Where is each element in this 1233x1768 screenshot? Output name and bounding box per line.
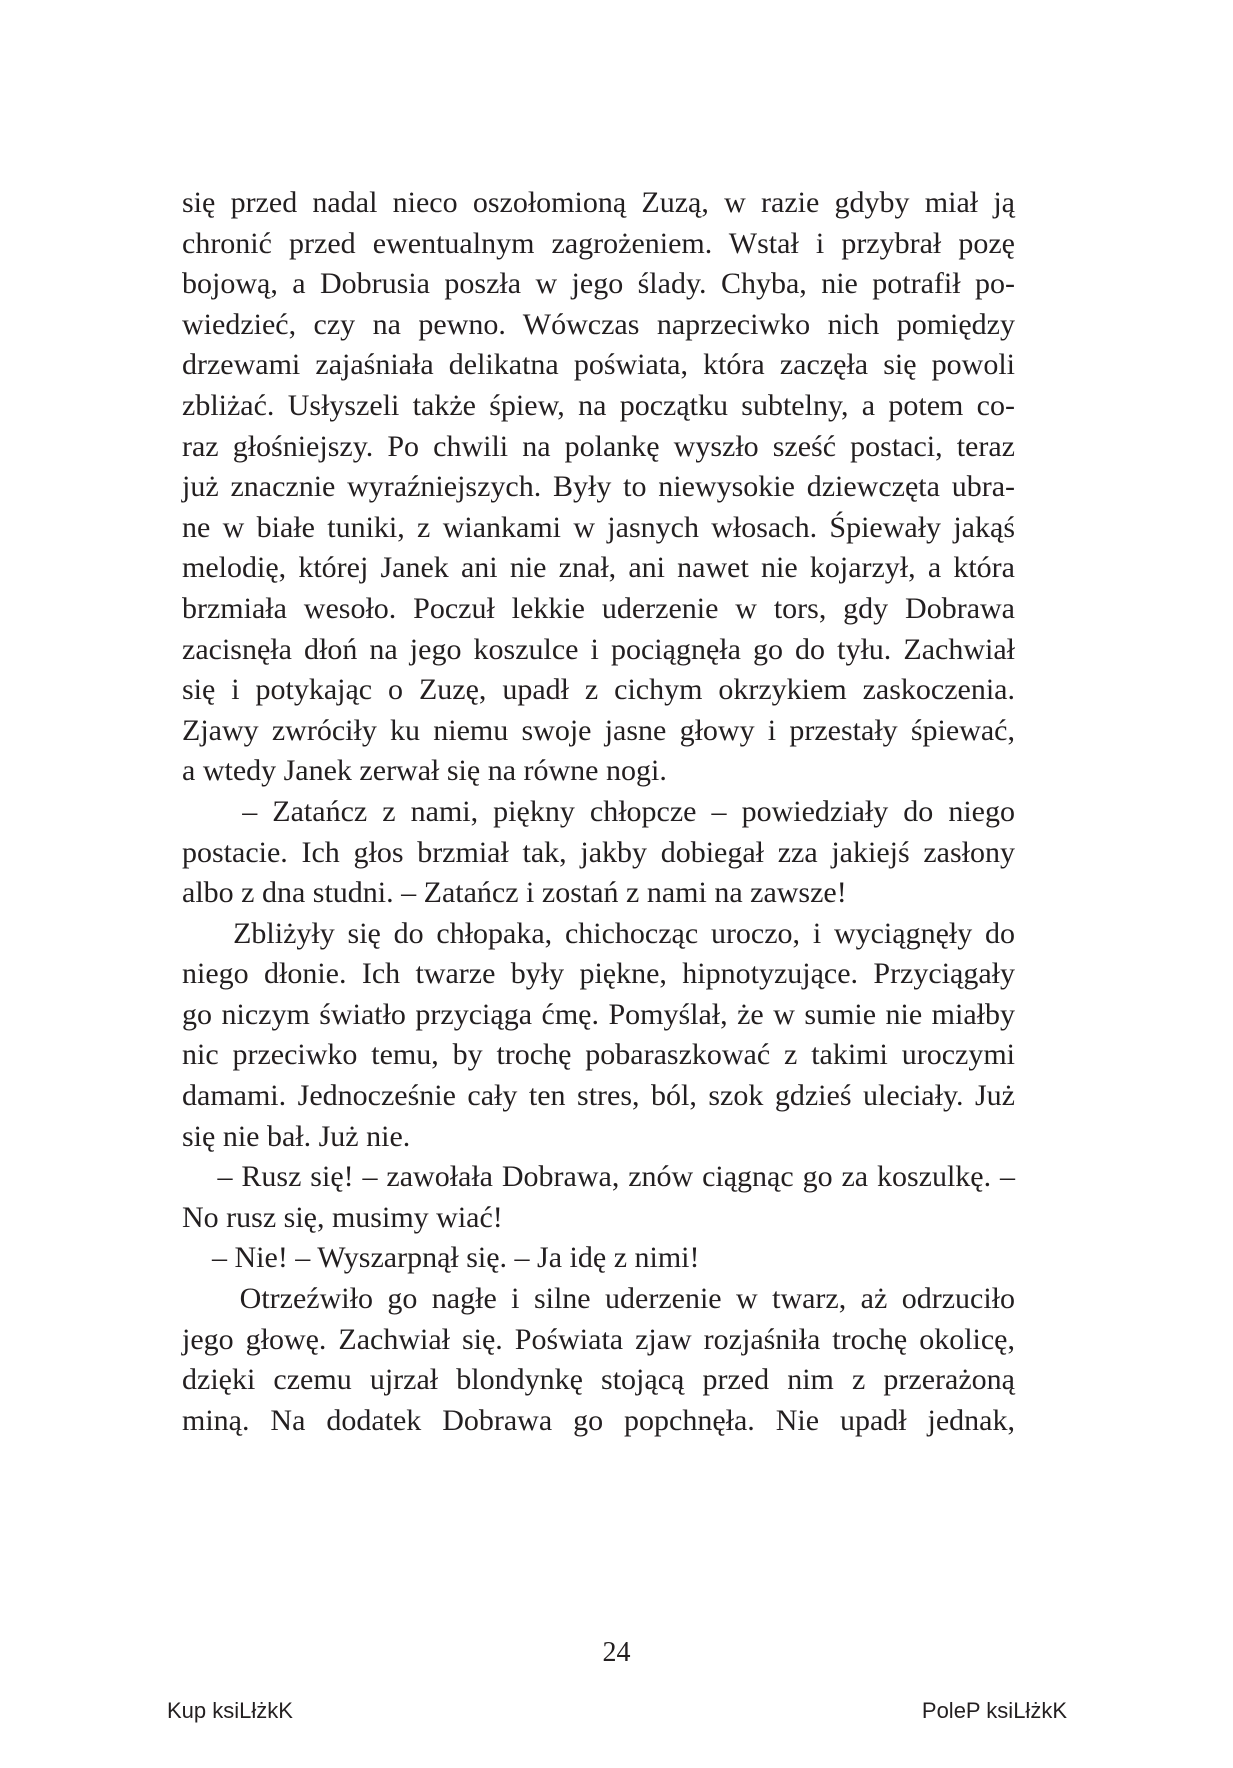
text-line: jego głowę. Zachwiał się. Poświata zjaw rozjaśniła trochę okolicę, <box>182 1322 1015 1356</box>
text-line: Zjawy zwróciły ku niemu swoje jasne głowy i przestały śpiewać, <box>182 713 1015 747</box>
text-line: bojową, a Dobrusia poszła w jego ślady. Chyba, nie potrafił po- <box>182 267 1015 301</box>
body-text <box>182 183 1015 1441</box>
text-line: się przed nadal nieco oszołomioną Zuzą, w razie gdyby miał ją <box>182 186 1015 219</box>
text-line: już znacznie wyraźniejszych. Były to niewysokie dziewczęta ubra- <box>182 470 1015 504</box>
text-line: – Rusz się! – zawołała Dobrawa, znów ciągnąc go za koszulkę. – <box>182 1160 1015 1194</box>
text-line: drzewami zajaśniała delikatna poświata, która zaczęła się powoli <box>182 348 1015 382</box>
text-line: Otrzeźwiło go nagłe i silne uderzenie w twarz, aż odrzuciło <box>182 1282 1015 1316</box>
text-line: – Zatańcz z nami, piękny chłopcze – powiedziały do niego <box>182 794 1015 828</box>
text-line: zbliżać. Usłyszeli także śpiew, na początku subtelny, a potem co- <box>182 388 1015 422</box>
text-line: – Nie! – Wyszarpnął się. – Ja idę z nimi! <box>182 1241 700 1275</box>
text-line: albo z dna studni. – Zatańcz i zostań z nami na zawsze! <box>182 876 847 910</box>
text-line: zacisnęła dłoń na jego koszulce i pociągnęła go do tyłu. Zachwiał <box>182 632 1015 666</box>
text-line: nic przeciwko temu, by trochę pobaraszkować z takimi uroczymi <box>182 1038 1015 1072</box>
text-line: się i potykając o Zuzę, upadł z cichym okrzykiem zaskoczenia. <box>182 673 1015 707</box>
text-line: raz głośniejszy. Po chwili na polankę wyszło sześć postaci, teraz <box>182 429 1015 463</box>
text-line: go niczym światło przyciąga ćmę. Pomyślał, że w sumie nie miałby <box>182 997 1015 1031</box>
text-line: Zbliżyły się do chłopaka, chichocząc uroczo, i wyciągnęły do <box>182 916 1015 950</box>
text-line: niego dłonie. Ich twarze były piękne, hipnotyzujące. Przyciągały <box>182 957 1015 991</box>
text-line: wiedzieć, czy na pewno. Wówczas naprzeciwko nich pomiędzy <box>182 307 1015 341</box>
text-line: a wtedy Janek zerwał się na równe nogi. <box>182 754 667 788</box>
text-line: miną. Na dodatek Dobrawa go popchnęła. Nie upadł jednak, <box>182 1403 1015 1437</box>
text-line: melodię, której Janek ani nie znał, ani nawet nie kojarzył, a która <box>182 551 1015 585</box>
text-line: chronić przed ewentualnym zagrożeniem. Wstał i przybrał pozę <box>182 226 1015 260</box>
text-line: dzięki czemu ujrzał blondynkę stojącą przed nim z przerażoną <box>182 1363 1015 1397</box>
footer-recommend-book-link[interactable]: PoleP ksiLłżkK <box>921 1698 1067 1723</box>
text-line: damami. Jednocześnie cały ten stres, ból, szok gdzieś uleciały. Już <box>182 1079 1015 1113</box>
text-line: się nie bał. Już nie. <box>182 1119 411 1153</box>
footer-buy-book-link[interactable]: Kup ksiLłżkK <box>167 1698 293 1723</box>
text-line: brzmiała wesoło. Poczuł lekkie uderzenie w tors, gdy Dobrawa <box>182 591 1015 625</box>
text-line: No rusz się, musimy wiać! <box>182 1200 503 1234</box>
page-number: 24 <box>602 1637 631 1668</box>
text-line: postacie. Ich głos brzmiał tak, jakby dobiegał zza jakiejś zasłony <box>182 835 1015 869</box>
text-line: ne w białe tuniki, z wiankami w jasnych włosach. Śpiewały jakąś <box>182 510 1015 544</box>
